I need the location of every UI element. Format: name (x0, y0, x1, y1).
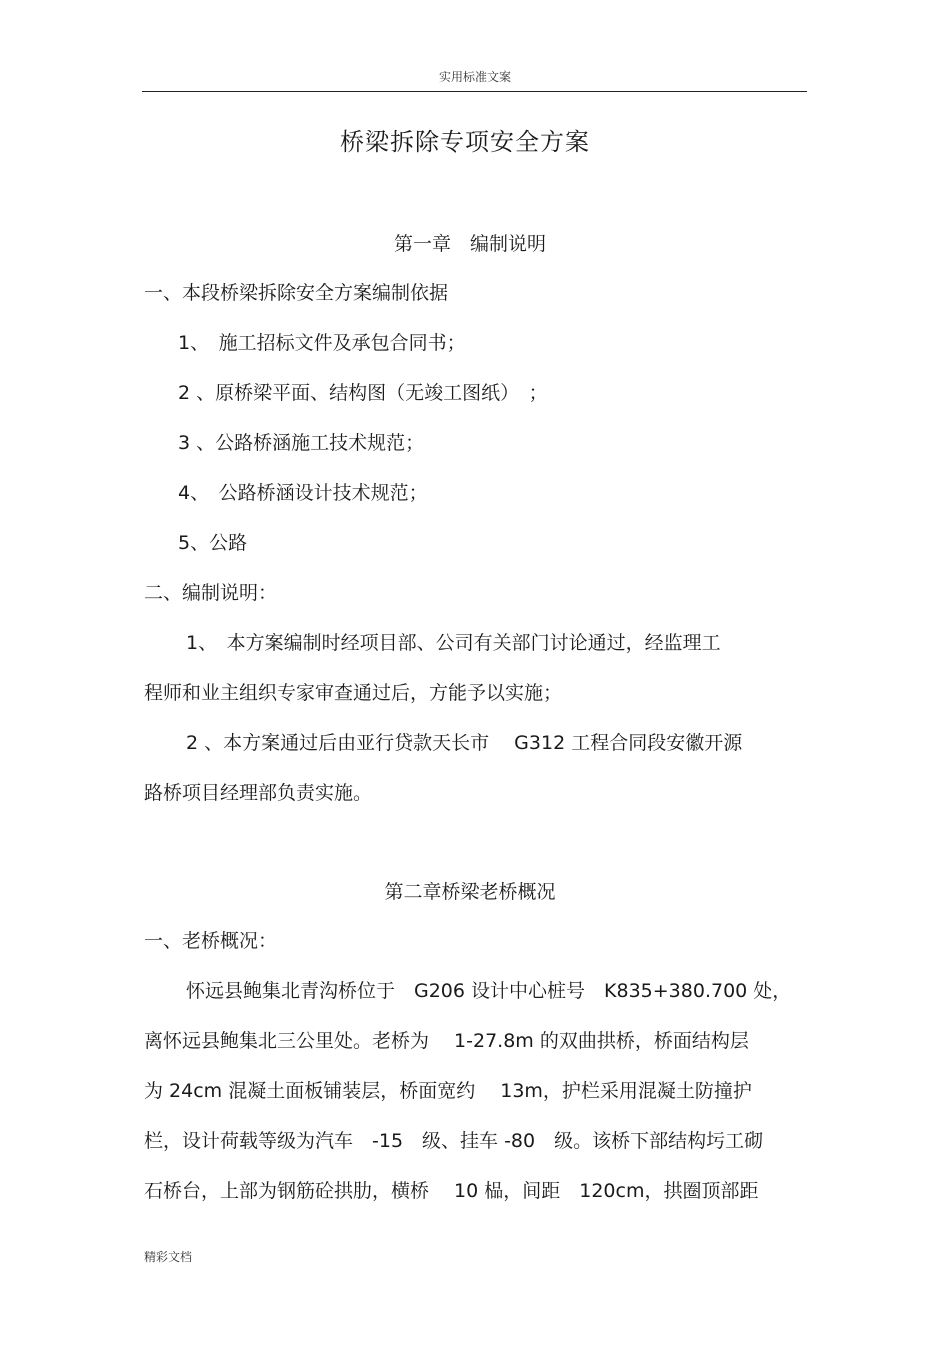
chapter-2-heading: 第二章桥梁老桥概况 (384, 881, 556, 903)
paragraph-line: 栏，设计荷载等级为汽车 -15 级、挂车 -80 级。该桥下部结构圬工砌 (144, 1130, 764, 1152)
document-title: 桥梁拆除专项安全方案 (340, 128, 590, 156)
paragraph-line: 程师和业主组织专家审查通过后，方能予以实施； (144, 682, 563, 704)
paragraph-line: 路桥项目经理部负责实施。 (144, 782, 373, 804)
chapter-2-section-1-heading: 一、老桥概况： (144, 930, 278, 952)
chapter-1-section-2-heading: 二、编制说明： (144, 582, 278, 604)
list-item: 5、公路 (178, 532, 248, 554)
header-divider (142, 91, 807, 92)
paragraph-line: 怀远县鲍集北青沟桥位于 G206 设计中心桩号 K835+380.700 处， (186, 980, 792, 1002)
paragraph-line: 为 24cm 混凝土面板铺装层，桥面宽约 13m，护栏采用混凝土防撞护 (144, 1080, 752, 1102)
list-item: 2 、原桥梁平面、结构图（无竣工图纸） ； (178, 382, 548, 404)
chapter-1-heading: 第一章 编制说明 (393, 233, 546, 255)
page-header: 实用标准文案 (438, 70, 511, 84)
paragraph-line: 2 、本方案通过后由亚行贷款天长市 G312 工程合同段安徽开源 (186, 732, 743, 754)
paragraph-line: 离怀远县鲍集北三公里处。老桥为 1-27.8m 的双曲拱桥，桥面结构层 (144, 1030, 749, 1052)
list-item: 1、 施工招标文件及承包合同书； (178, 332, 466, 354)
chapter-1-section-1-heading: 一、本段桥梁拆除安全方案编制依据 (144, 282, 449, 304)
paragraph-line: 石桥台，上部为钢筋砼拱肋，横桥 10 榀，间距 120cm，拱圈顶部距 (144, 1180, 759, 1202)
list-item: 3 、公路桥涵施工技术规范； (178, 432, 425, 454)
list-item: 4、 公路桥涵设计技术规范； (178, 482, 428, 504)
paragraph-line: 1、 本方案编制时经项目部、公司有关部门讨论通过，经监理工 (186, 632, 721, 654)
page-footer: 精彩文档 (144, 1250, 193, 1264)
